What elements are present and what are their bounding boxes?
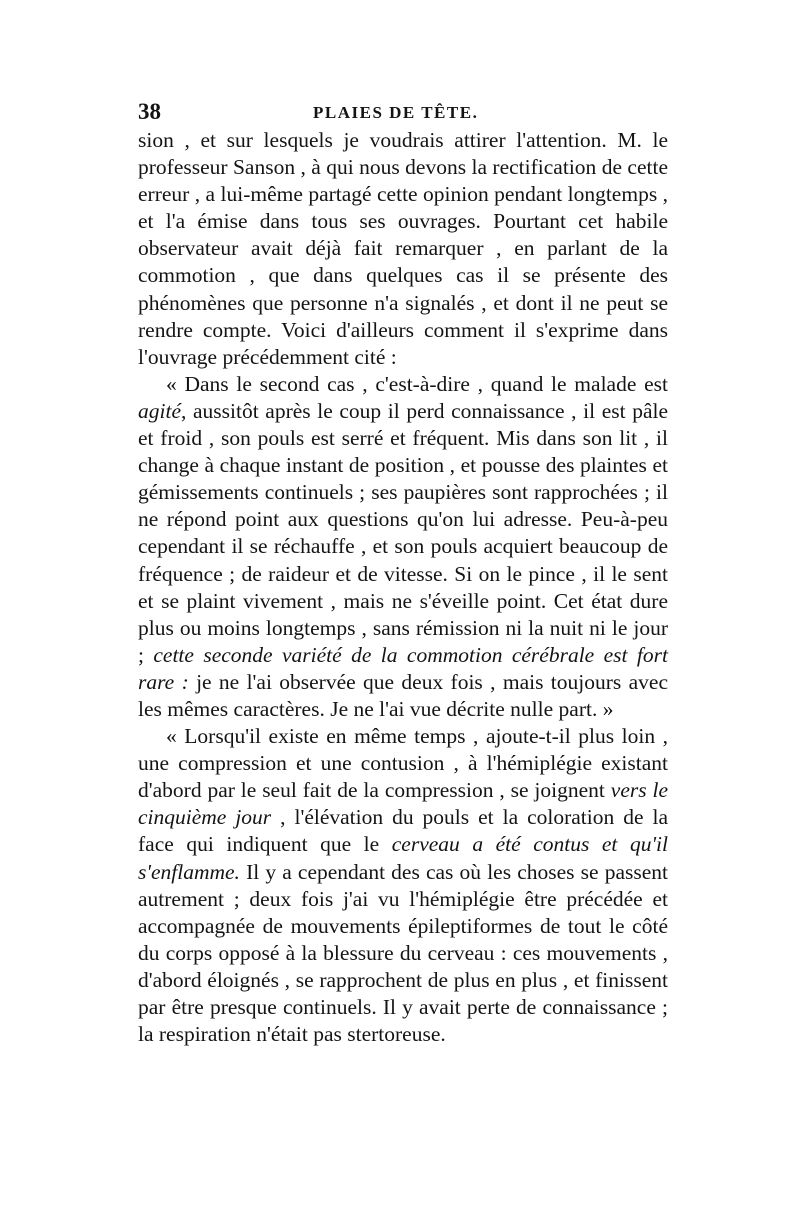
text-segment: « Dans le second cas , c'est-à-dire , quand le malade est [166,371,668,396]
text-segment: Il y a cependant des cas où les choses se passent autrement ; deux fois j'ai vu l'hémiplégie être précédée et accompagnée de mouvements épileptiformes de tout le côté du corps opposé à la blessure du cerveau : ces mouvements , d'abord éloignés , se rapprochent de plus en plus , et finissent par être presque continuels. Il y avait perte de connaissance ; la respiration n'était pas stertoreuse. [138,859,668,1047]
text-segment: je ne l'ai observée que deux fois , mais toujours avec les mêmes caractères. Je ne l'ai vue décrite nulle part. » [138,669,668,721]
paragraph-1 [138,127,668,371]
page-number: 38 [138,99,161,124]
text-segment: sion , et sur lesquels je voudrais attirer l'attention. M. le professeur Sanson , à qui nous devons la rectification de cette erreur , a lui-même partagé cette opinion pendant longtemps , et l'a émise dans tous ses ouvrages. Pourtant cet habile observateur avait déjà fait remarquer , en parlant de la commotion , que dans quelques cas il se présente des phénomènes que personne n'a signalés , et dont il ne peut se rendre compte. Voici d'ailleurs comment il s'exprime dans l'ouvrage précédemment cité : [138,128,668,369]
text-segment: , aussitôt après le coup il perd connaissance , il est pâle et froid , son pouls est serré et fréquent. Mis dans son lit , il change à chaque instant de position , et pousse des plaintes et gémissements continuels ; ses paupières sont rapprochées ; il ne répond point aux questions qu'on lui adresse. Peu-à-peu cependant il se réchauffe , et son pouls acquiert beaucoup de fréquence ; de raideur et de vitesse. Si on le pince , il le sent et se plaint vivement , mais ne s'éveille point. Cet état dure plus ou moins longtemps , sans rémission ni la nuit ni le jour ; [138,398,668,667]
running-title: PLAIES DE TÊTE. [313,103,479,122]
paragraph-2-quote [138,371,668,723]
italic-segment: cerveau a été contus et qu'il s'enflamme. [138,832,668,884]
paragraph-3-quote [138,723,668,1048]
italic-segment: vers le cinquième jour [138,778,668,830]
text-segment: « Lorsqu'il existe en même temps , ajoute-t-il plus loin , une compression et une contusion , à l'hémiplégie existant d'abord par le seul fait de la compression , se joignent [138,724,668,803]
text-segment: , l'élévation du pouls et la coloration de la face qui indiquent que le [138,805,668,857]
italic-segment: cette seconde variété de la commotion cérébrale est fort rare : [138,642,668,694]
page-header [138,98,668,126]
body-text [138,127,668,1048]
italic-segment: agité [138,398,181,423]
